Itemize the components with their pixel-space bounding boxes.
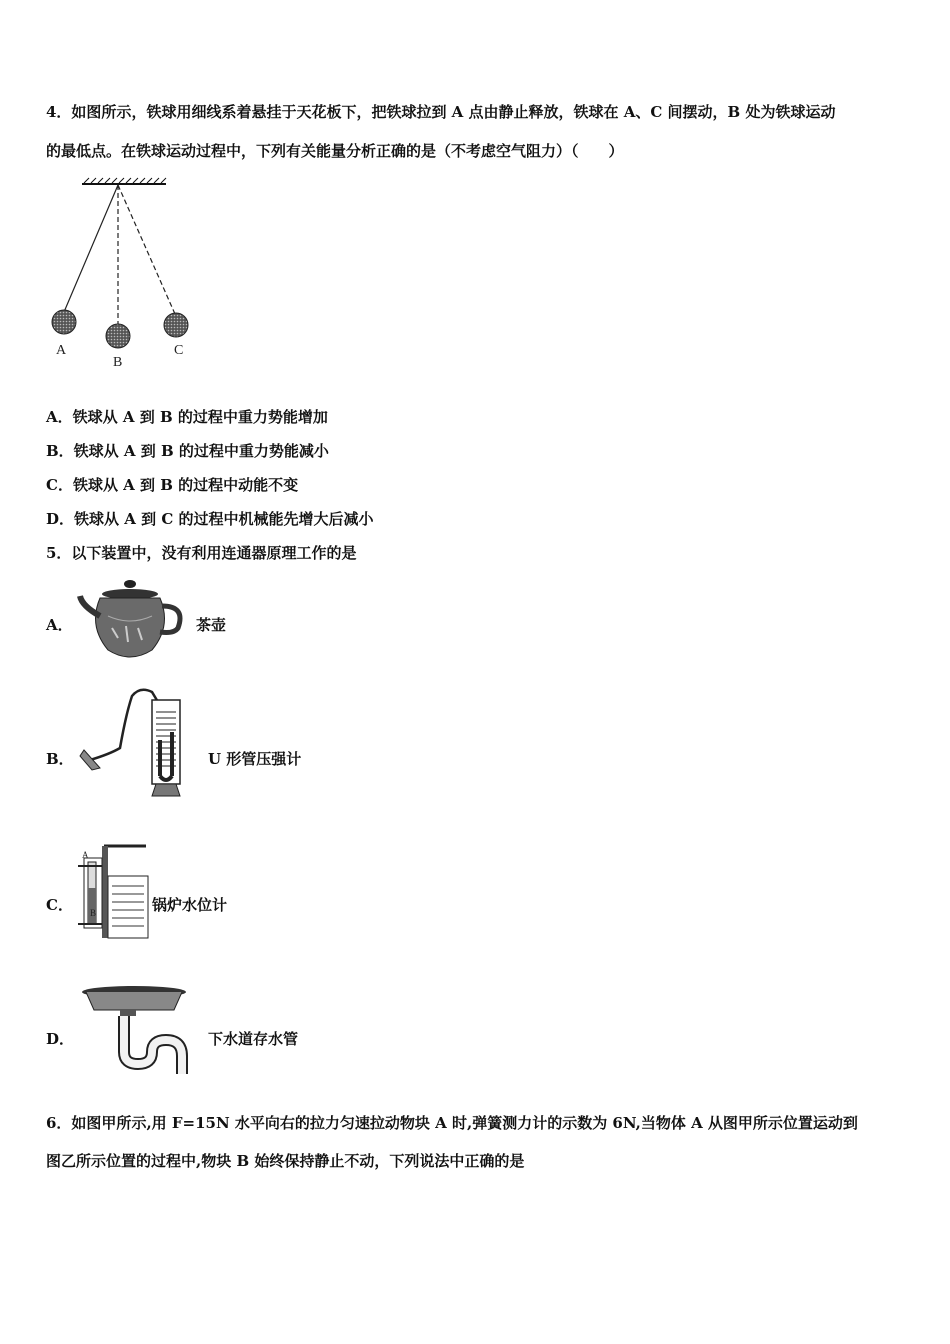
boiler-gauge-image (74, 840, 150, 944)
sewer-trap-image (80, 984, 204, 1076)
string-a (64, 185, 118, 312)
q4-option-c[interactable]: C．铁球从 A 到 B 的过程中动能不变 (46, 476, 299, 494)
q5-option-c-letter[interactable]: C． (46, 896, 73, 914)
q5-stem: 5．以下装置中，没有利用连通器原理工作的是 (46, 544, 357, 562)
teapot-image (78, 576, 190, 664)
label-a: A (56, 343, 67, 358)
q6-stem-line2: 图乙所示位置的过程中,物块 B 始终保持静止不动，下列说法中正确的是 (46, 1152, 525, 1170)
q4-stem-line2: 的最低点。在铁球运动过程中，下列有关能量分析正确的是（不考虑空气阻力）（ ） (46, 142, 624, 160)
string-c (118, 185, 175, 314)
u-tube-manometer-image (80, 684, 190, 802)
q4-stem-line1: 4．如图所示，铁球用细线系着悬挂于天花板下，把铁球拉到 A 点由静止释放，铁球在 A、C 间摆动，B 处为铁球运动 (46, 103, 836, 121)
q4-option-b[interactable]: B．铁球从 A 到 B 的过程中重力势能减小 (46, 442, 329, 460)
boiler-label-a: A (82, 850, 89, 860)
q5-option-a-label: 茶壶 (196, 616, 227, 634)
boiler-label-b: B (90, 908, 97, 918)
q5-option-b-label: U 形管压强计 (208, 750, 302, 768)
ball-a (52, 310, 76, 334)
label-c: C (174, 343, 184, 358)
q5-option-d-label: 下水道存水管 (208, 1030, 299, 1048)
q4-option-d[interactable]: D．铁球从 A 到 C 的过程中机械能先增大后减小 (46, 510, 374, 528)
q5-option-c-label: 锅炉水位计 (152, 896, 228, 914)
ball-b (106, 324, 130, 348)
q5-option-b-letter[interactable]: B． (46, 750, 74, 768)
q4-option-a[interactable]: A．铁球从 A 到 B 的过程中重力势能增加 (46, 408, 328, 426)
ball-c (164, 313, 188, 337)
q5-option-d-letter[interactable]: D． (46, 1030, 75, 1048)
pendulum-figure (44, 176, 204, 372)
q6-stem-line1: 6．如图甲所示,用 F=15N 水平向右的拉力匀速拉动物块 A 时,弹簧测力计的示数为 6N,当物体 A 从图甲所示位置运动到 (46, 1114, 858, 1132)
q5-option-a-letter[interactable]: A． (46, 616, 73, 634)
label-b: B (113, 355, 123, 370)
